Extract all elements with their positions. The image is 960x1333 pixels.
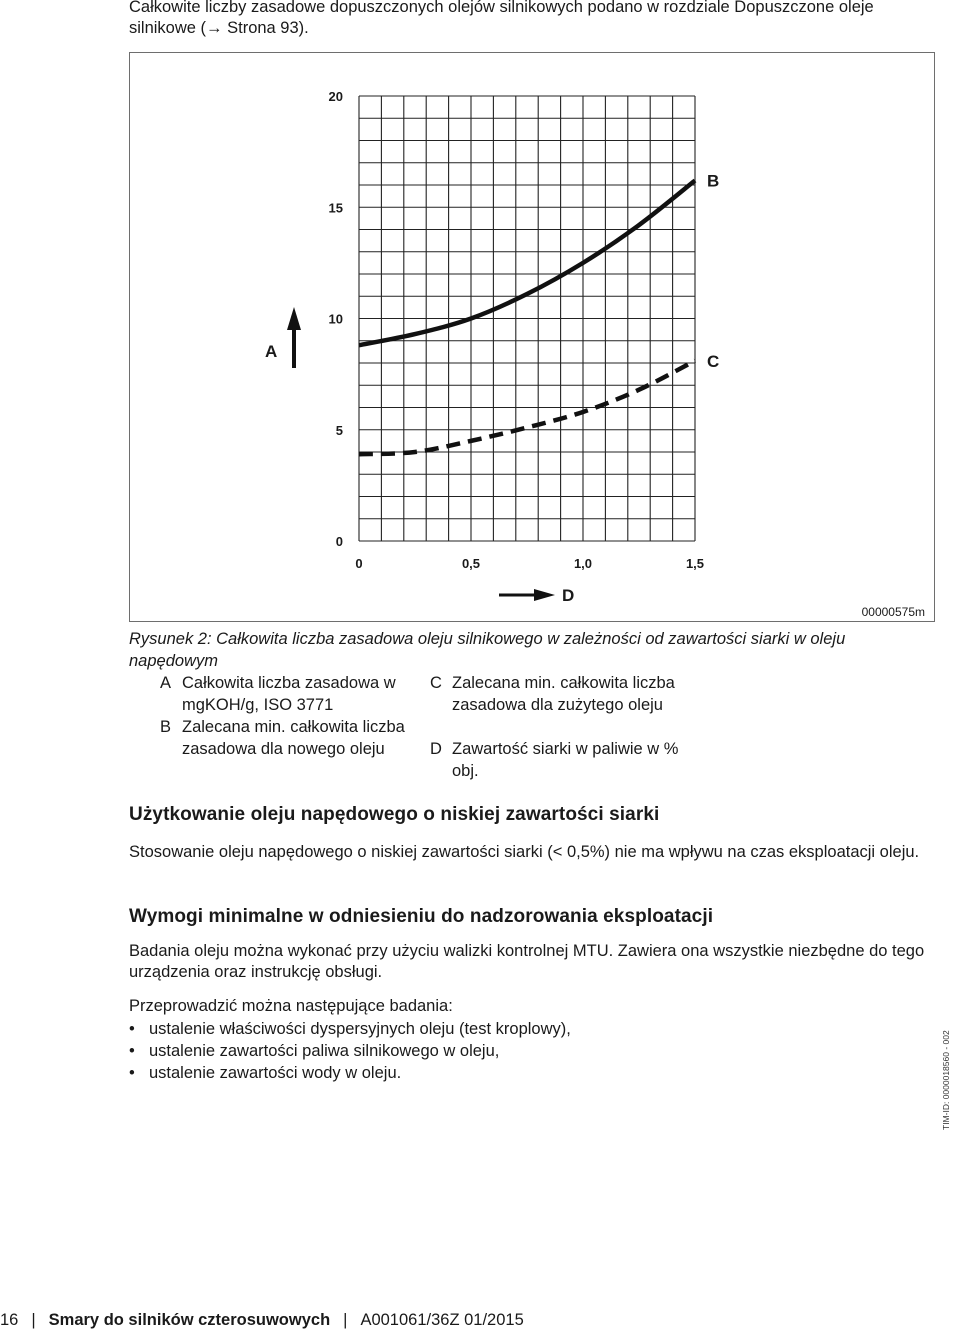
legend-key: B xyxy=(160,718,172,736)
footer-separator: | xyxy=(31,1311,36,1329)
x-tick-label: 1,0 xyxy=(573,556,593,571)
legend-text: Zawartość siarki w paliwie w % obj. xyxy=(452,740,679,780)
x-tick-label: 0,5 xyxy=(461,556,481,571)
figure-caption: Rysunek 2: Całkowita liczba zasadowa oleju silnikowego w zależności od zawartości siarki w oleju napędowym xyxy=(129,630,846,670)
y-axis-arrow-head xyxy=(287,307,301,330)
y-tick-label: 0 xyxy=(335,534,343,549)
footer-separator: | xyxy=(343,1311,348,1329)
chart-grid xyxy=(359,96,695,541)
series-label-b: B xyxy=(707,171,720,191)
bullet-icon: • xyxy=(129,1064,135,1082)
list-item: • ustalenie zawartości paliwa silnikowego w oleju, xyxy=(129,1042,500,1060)
section-heading-monitoring: Wymogi minimalne w odniesieniu do nadzorowania eksploatacji xyxy=(129,906,714,927)
legend-text: Zalecana min. całkowita liczba zasadowa dla zużytego oleju xyxy=(452,674,675,714)
section-heading-low-sulfur: Użytkowanie oleju napędowego o niskiej zawartości siarki xyxy=(129,804,660,825)
y-tick-label: 20 xyxy=(328,89,343,104)
chart-series xyxy=(359,172,719,455)
bullet-icon: • xyxy=(129,1020,135,1038)
y-tick-label: 10 xyxy=(328,311,343,327)
x-tick-label: 0 xyxy=(355,556,363,571)
bullet-icon: • xyxy=(129,1042,135,1060)
x-axis-arrow-head xyxy=(534,589,555,601)
side-document-id: TIM-ID: 0000018560 - 002 xyxy=(941,1030,951,1130)
legend-key: D xyxy=(430,740,442,758)
series-label-c: C xyxy=(707,351,720,371)
y-tick-label: 5 xyxy=(335,422,343,438)
section-text-low-sulfur: Stosowanie oleju napędowego o niskiej zawartości siarki (< 0,5%) nie ma wpływu na czas eksploatacji oleju. xyxy=(129,843,920,861)
x-tick-label: 1,5 xyxy=(685,556,705,571)
legend-text: Całkowita liczba zasadowa w mgKOH/g, ISO 3771 xyxy=(182,674,396,714)
legend-key: C xyxy=(430,674,442,692)
section-text-monitoring: Badania oleju można wykonać przy użyciu walizki kontrolnej MTU. Zawiera ona wszystkie niezbędne do tego urządzenia oraz instrukcję obsługi. xyxy=(129,942,925,981)
series-line-b xyxy=(359,181,695,346)
list-item: • ustalenie zawartości wody w oleju. xyxy=(129,1064,402,1082)
legend-text: Zalecana min. całkowita liczba zasadowa dla nowego oleju xyxy=(182,718,405,758)
footer-doc-id: A001061/36Z 01/2015 xyxy=(360,1311,524,1329)
list-item: • ustalenie właściwości dyspersyjnych oleju (test kroplowy), xyxy=(129,1020,571,1038)
y-tick-label: 15 xyxy=(328,200,343,216)
legend-key: A xyxy=(160,674,172,692)
x-axis-label: D xyxy=(562,586,575,605)
page-footer xyxy=(0,1309,524,1331)
figure-image-id: 00000575m xyxy=(861,605,925,619)
y-axis-label: A xyxy=(265,342,278,361)
tests-intro: Przeprowadzić można następujące badania: xyxy=(129,997,453,1015)
tbn-chart xyxy=(129,52,935,622)
tests-list xyxy=(129,1018,571,1084)
intro-paragraph: Całkowite liczby zasadowe dopuszczonych olejów silnikowych podano w rozdziale Dopuszczone oleje silnikowe (→ Strona 93). xyxy=(129,0,874,37)
chart-axes xyxy=(265,307,574,605)
footer-title: Smary do silników czterosuwowych xyxy=(48,1311,331,1329)
page-number: 16 xyxy=(0,1311,19,1329)
